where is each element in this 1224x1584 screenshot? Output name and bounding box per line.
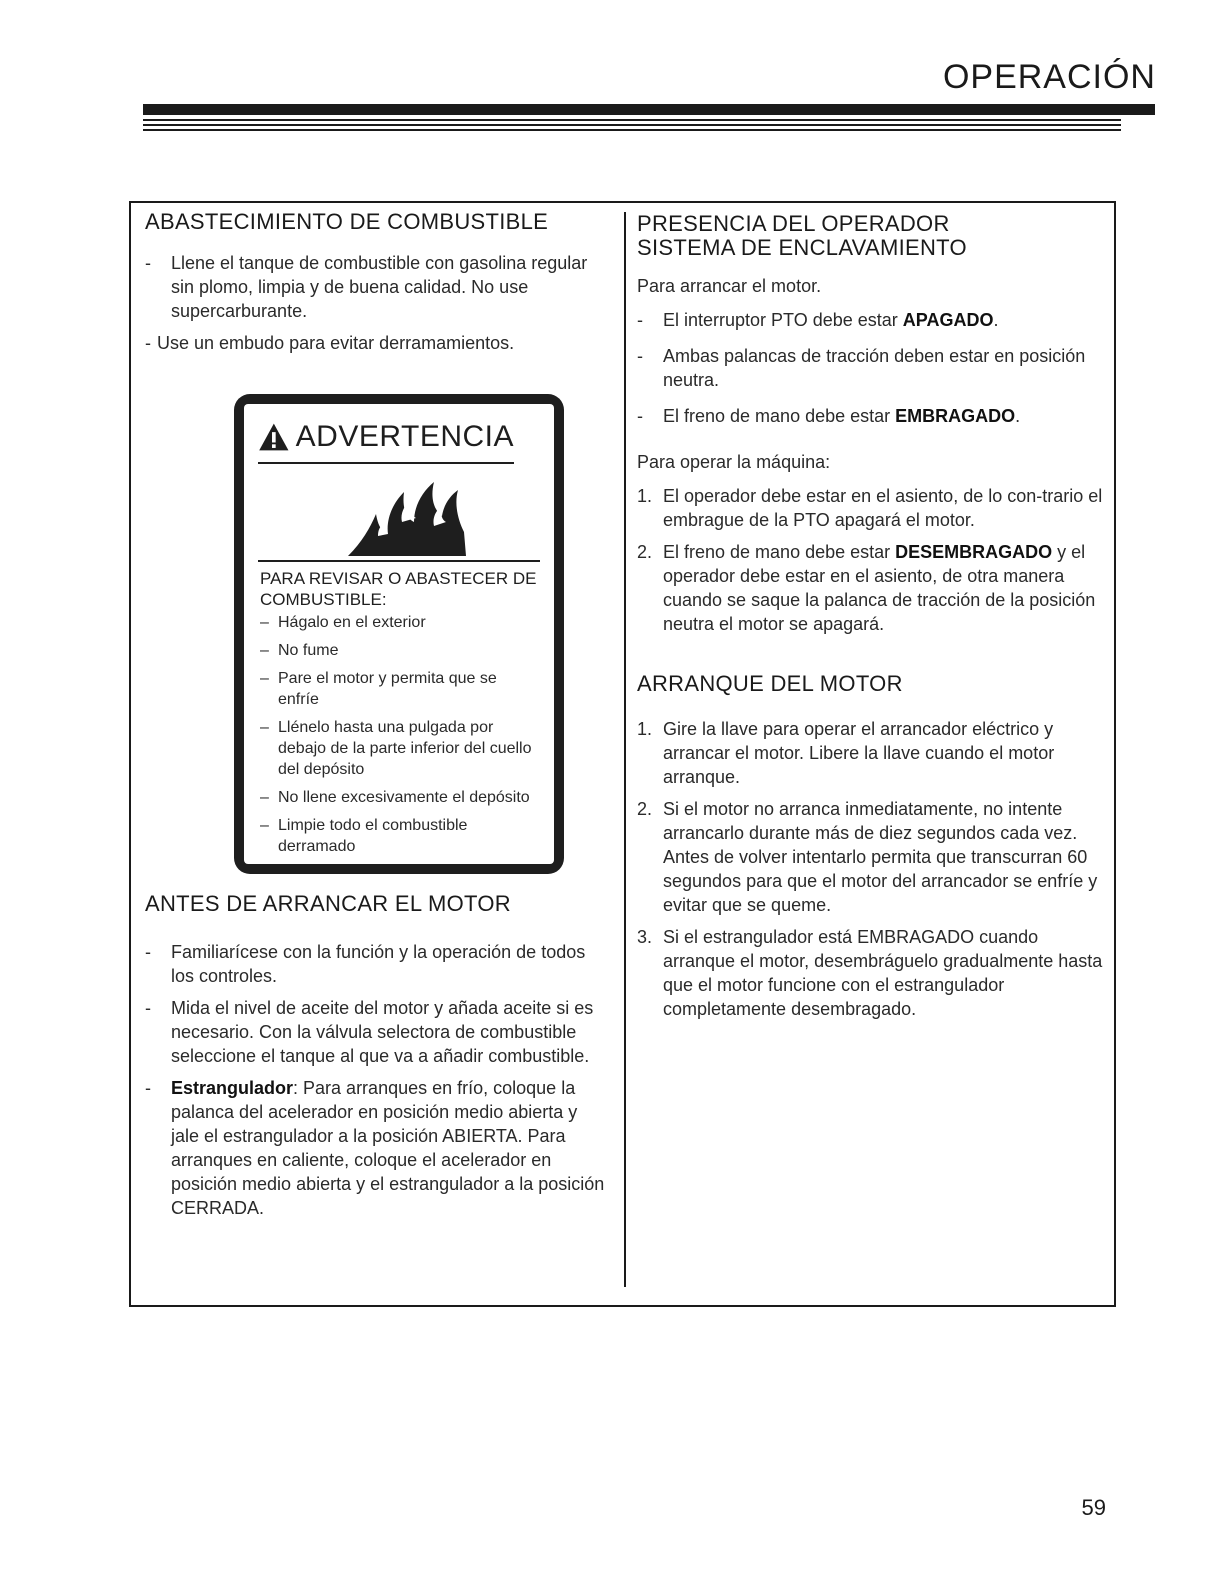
warning-item-1: Hágalo en el exterior: [278, 614, 426, 631]
warning-heading: PARA REVISAR O ABASTECER DE COMBUSTIBLE:: [260, 569, 537, 609]
list-item: [260, 640, 542, 661]
warning-divider: [258, 560, 540, 562]
warning-list: [260, 612, 542, 857]
presence-heading-line1: PRESENCIA DEL OPERADOR: [637, 211, 950, 236]
right-column: [637, 212, 1109, 1021]
list-item: [260, 815, 542, 857]
list-item: [637, 484, 1109, 532]
warning-item-4: Llénelo hasta una pulgada por debajo de la parte inferior del cuello del depósito: [278, 719, 532, 778]
operate-item-2-text: El freno de mano debe estar: [663, 542, 896, 562]
warning-item-5: No llene excesivamente el depósito: [278, 789, 530, 806]
list-item: [145, 1076, 607, 1220]
dash-marker: –: [260, 670, 269, 687]
start-item-2: Ambas palancas de tracción deben estar en posición neutra.: [663, 346, 1086, 390]
dash-marker: -: [145, 253, 151, 273]
fuel-heading: ABASTECIMIENTO DE COMBUSTIBLE: [145, 209, 549, 234]
dash-marker: -: [637, 346, 643, 366]
dash-marker: –: [260, 614, 269, 631]
list-item: [260, 668, 542, 710]
warning-item-2: No fume: [278, 642, 339, 659]
dash-marker: –: [260, 789, 269, 806]
list-item: [637, 925, 1109, 1021]
warning-header: [258, 412, 514, 464]
list-item: [145, 331, 607, 355]
dash-marker: -: [637, 310, 643, 330]
header-rule-thin-1: [143, 119, 1121, 121]
list-item: [260, 787, 542, 808]
list-item: [637, 404, 1109, 428]
list-item: [145, 996, 607, 1068]
warning-item-3: Pare el motor y permita que se enfríe: [278, 670, 497, 708]
operate-list: [637, 484, 1109, 636]
list-item: [145, 940, 607, 988]
list-item: [637, 344, 1109, 392]
operate-item-2-bold: DESEMBRAGADO: [895, 542, 1053, 562]
dash-marker: –: [260, 719, 269, 736]
operate-intro: Para operar la máquina:: [637, 452, 831, 472]
dash-marker: –: [260, 642, 269, 659]
fuel-item-2: Use un embudo para evitar derramamientos.: [157, 333, 515, 353]
engine-start-list: [637, 717, 1109, 1021]
dash-marker: -: [145, 1078, 151, 1098]
number-marker: 1.: [637, 486, 653, 506]
list-item: [637, 717, 1109, 789]
fuel-section: [145, 210, 607, 355]
dash-marker: -: [145, 998, 151, 1018]
engine-item-2: Si el motor no arranca inmediatamente, no intente arrancarlo durante más de diez segundos cada vez. Antes de volver intentarlo permita que transcurran 60 segundos para que el motor del arrancador se enfríe y evitar que se queme.: [663, 799, 1098, 915]
start-item-3-text: El freno de mano debe estar: [663, 406, 896, 426]
before-start-heading: ANTES DE ARRANCAR EL MOTOR: [145, 891, 511, 916]
warning-label: [234, 394, 564, 874]
column-divider: [624, 212, 626, 1287]
list-item: [637, 540, 1109, 636]
start-item-3-bold: EMBRAGADO: [895, 406, 1016, 426]
fuel-item-1: Llene el tanque de combustible con gasolina regular sin plomo, limpia y de buena calidad. No use supercarburante.: [171, 253, 588, 321]
operate-item-1: El operador debe estar en el asiento, de lo con-trario el embrague de la PTO apagará el motor.: [663, 486, 1103, 530]
start-intro: Para arrancar el motor.: [637, 276, 822, 296]
header-rule-thick: [143, 104, 1155, 115]
period: .: [1015, 406, 1021, 426]
warning-triangle-icon: [258, 413, 290, 461]
dash-marker: -: [145, 333, 151, 353]
before-start-list: [145, 940, 607, 1220]
fuel-list: [145, 251, 607, 355]
period: .: [993, 310, 999, 330]
before-item-3: : Para arranques en frío, coloque la palanca del acelerador en posición medio abierta y jale el estrangulador a la posición ABIERTA. Para arranques en caliente, coloque el acelerador en posición medio abierta y el estrangulador a la posición CERRADA.: [171, 1078, 605, 1218]
engine-item-3: Si el estrangulador está EMBRAGADO cuando arranque el motor, desembráguelo gradualmente hasta que el motor funcione con el estrangulador completamente desembragado.: [663, 927, 1103, 1019]
start-list: [637, 308, 1109, 428]
operate-item-2-rest: y el operador debe estar en el asiento, de otra manera cuando se saque la palanca de tracción de la posición neutra el motor se apagará.: [663, 542, 1096, 634]
page-number: 59: [1081, 1495, 1106, 1520]
dash-marker: -: [637, 406, 643, 426]
presence-heading-line2: SISTEMA DE ENCLAVAMIENTO: [637, 235, 967, 260]
list-item: [260, 612, 542, 633]
choke-label: Estrangulador: [171, 1078, 294, 1098]
engine-start-heading: ARRANQUE DEL MOTOR: [637, 671, 903, 696]
flame-icon: [342, 470, 468, 558]
left-column: [145, 210, 607, 355]
engine-item-1: Gire la llave para operar el arrancador eléctrico y arrancar el motor. Libere la llave cuando el motor arranque.: [663, 719, 1055, 787]
warning-label-inner: [244, 404, 554, 864]
before-item-2: Mida el nivel de aceite del motor y añada aceite si es necesario. Con la válvula selectora de combustible seleccione el tanque al que va a añadir combustible.: [171, 998, 594, 1066]
before-start-section: [145, 892, 607, 1220]
header-rule-thin-2: [143, 124, 1121, 126]
warning-body: [260, 568, 542, 864]
number-marker: 2.: [637, 542, 653, 562]
dash-marker: -: [145, 942, 151, 962]
number-marker: 3.: [637, 927, 653, 947]
header-rule-thin-3: [143, 129, 1121, 131]
page-title: OPERACIÓN: [942, 58, 1156, 96]
list-item: [260, 717, 542, 780]
presence-section: [637, 212, 1109, 636]
dash-marker: –: [260, 817, 269, 834]
engine-start-section: [637, 672, 1109, 1021]
before-item-1: Familiarícese con la función y la operación de todos los controles.: [171, 942, 586, 986]
start-item-1-bold: APAGADO: [902, 310, 994, 330]
list-item: [637, 308, 1109, 332]
list-item: [637, 797, 1109, 917]
number-marker: 2.: [637, 799, 653, 819]
warning-item-6: Limpie todo el combustible derramado: [278, 817, 468, 855]
number-marker: 1.: [637, 719, 653, 739]
warning-title: ADVERTENCIA: [295, 420, 514, 453]
list-item: [145, 251, 607, 323]
start-item-1-text: El interruptor PTO debe estar: [663, 310, 903, 330]
